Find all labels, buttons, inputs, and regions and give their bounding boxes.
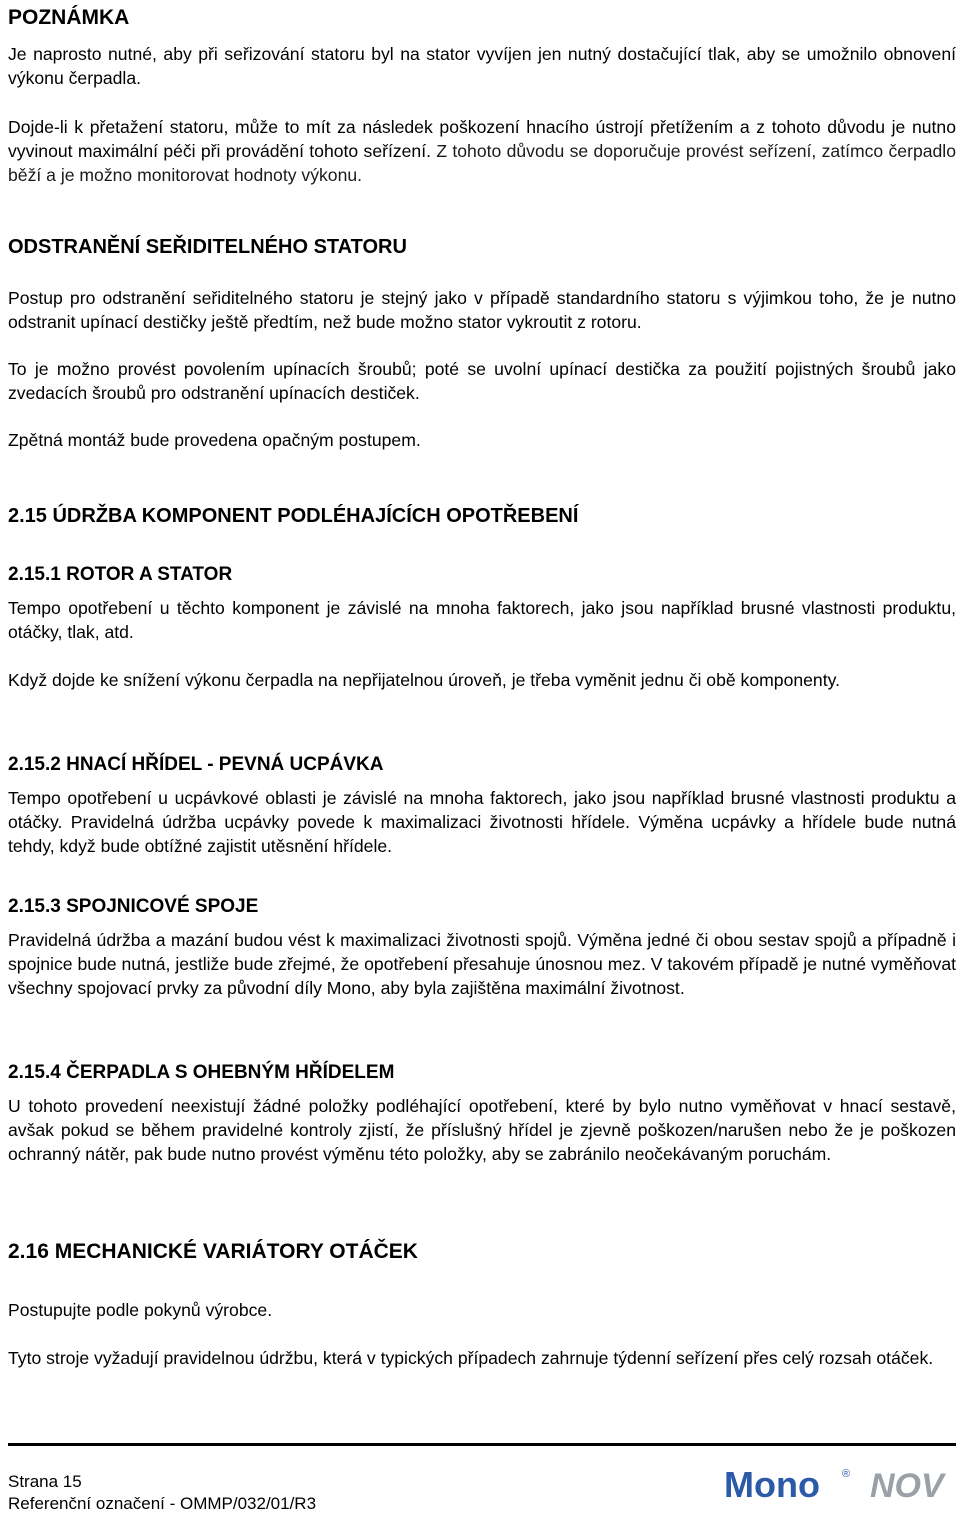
- note-paragraph-2: [8, 115, 956, 187]
- note-paragraph-2b: Z tohoto důvodu se doporučuje provést seřízení, zatímco čerpadlo běží a je možno monitorovat hodnoty výkonu.: [8, 141, 956, 185]
- removal-heading: ODSTRANĚNÍ SEŘIDITELNÉHO STATORU: [8, 236, 407, 258]
- removal-paragraph-2: To je možno provést povolením upínacích šroubů; poté se uvolní upínací destička za použití pojistných šroubů jako zvedacích šroubů pro odstranění upínacích destiček.: [8, 359, 956, 403]
- section-2-15-4-paragraph: U tohoto provedení neexistují žádné položky podléhající opotřebení, které by bylo nutno vyměňovat v hnací sestavě, avšak pokud se během pravidelné kontroly zjistí, že příslušný hřídel je zjevně poškozen/narušen nebo že je poškozen ochranný nátěr, pak bude nutno provést výměnu této položky, aby se zabránilo neočekávaným poruchám.: [8, 1096, 956, 1164]
- logo-nov-text: NOV: [870, 1467, 944, 1502]
- removal-paragraph-3: Zpětná montáž bude provedena opačným postupem.: [8, 430, 421, 450]
- note-paragraph-2a: Dojde-li k přetažení statoru, může to mít za následek poškození hnacího ústrojí přetížením a z tohoto důvodu je nutno vyvinout maximální péči při provádění tohoto seřízení.: [8, 117, 956, 161]
- logo-registered-mark: ®: [842, 1468, 851, 1480]
- note-paragraph-1: Je naprosto nutné, aby při seřizování statoru byl na stator vyvíjen jen nutný dostačující tlak, aby se umožnilo obnovení výkonu čerpadla.: [8, 44, 956, 88]
- logo-mono-text: Mono: [724, 1466, 820, 1502]
- footer-reference: Referenční označení - OMMP/032/01/R3: [8, 1494, 317, 1513]
- mono-nov-logo: [724, 1466, 956, 1502]
- note-heading: POZNÁMKA: [8, 6, 130, 29]
- section-2-15-1-heading: 2.15.1 ROTOR A STATOR: [8, 564, 233, 585]
- section-2-16-heading: 2.16 MECHANICKÉ VARIÁTORY OTÁČEK: [8, 1240, 418, 1263]
- section-2-15-2-paragraph: Tempo opotřebení u ucpávkové oblasti je závislé na mnoha faktorech, jako jsou například brusné vlastnosti produktu a otáčky. Pravidelná údržba ucpávky povede k maximalizaci životnosti hřídele. Výměna ucpávky a hřídele bude nutná tehdy, když bude obtížné zajistit utěsnění hřídele.: [8, 788, 956, 856]
- section-2-15-4-heading: 2.15.4 ČERPADLA S OHEBNÝM HŘÍDELEM: [8, 1062, 395, 1083]
- section-2-16-paragraph-2: Tyto stroje vyžadují pravidelnou údržbu, která v typických případech zahrnuje týdenní seřízení přes celý rozsah otáček.: [8, 1348, 934, 1368]
- footer-divider: [8, 1443, 956, 1446]
- section-2-15-3-heading: 2.15.3 SPOJNICOVÉ SPOJE: [8, 896, 259, 917]
- section-2-15-1-paragraph-1: Tempo opotřebení u těchto komponent je závislé na mnoha faktorech, jako jsou například brusné vlastnosti produktu, otáčky, tlak, atd.: [8, 598, 956, 642]
- section-2-15-heading: 2.15 ÚDRŽBA KOMPONENT PODLÉHAJÍCÍCH OPOTŘEBENÍ: [8, 505, 579, 527]
- section-2-15-1-paragraph-2: Když dojde ke snížení výkonu čerpadla na nepřijatelnou úroveň, je třeba vyměnit jednu či obě komponenty.: [8, 670, 840, 690]
- section-2-15-2-heading: 2.15.2 HNACÍ HŘÍDEL - PEVNÁ UCPÁVKA: [8, 754, 384, 775]
- section-2-15-3-paragraph: Pravidelná údržba a mazání budou vést k maximalizaci životnosti spojů. Výměna jedné či obou sestav spojů a případně i spojnice bude nutná, jestliže bude zřejmé, že opotřebení přesahuje únosnou mez. V takovém případě je nutné vyměňovat všechny spojovací prvky za původní díly Mono, aby byla zajištěna maximální životnost.: [8, 930, 956, 998]
- footer-page-number: Strana 15: [8, 1472, 82, 1491]
- section-2-16-paragraph-1: Postupujte podle pokynů výrobce.: [8, 1300, 273, 1320]
- removal-paragraph-1: Postup pro odstranění seřiditelného statoru je stejný jako v případě standardního statoru s výjimkou toho, že je nutno odstranit upínací destičky ještě předtím, než bude možno stator vykroutit z rotoru.: [8, 288, 956, 332]
